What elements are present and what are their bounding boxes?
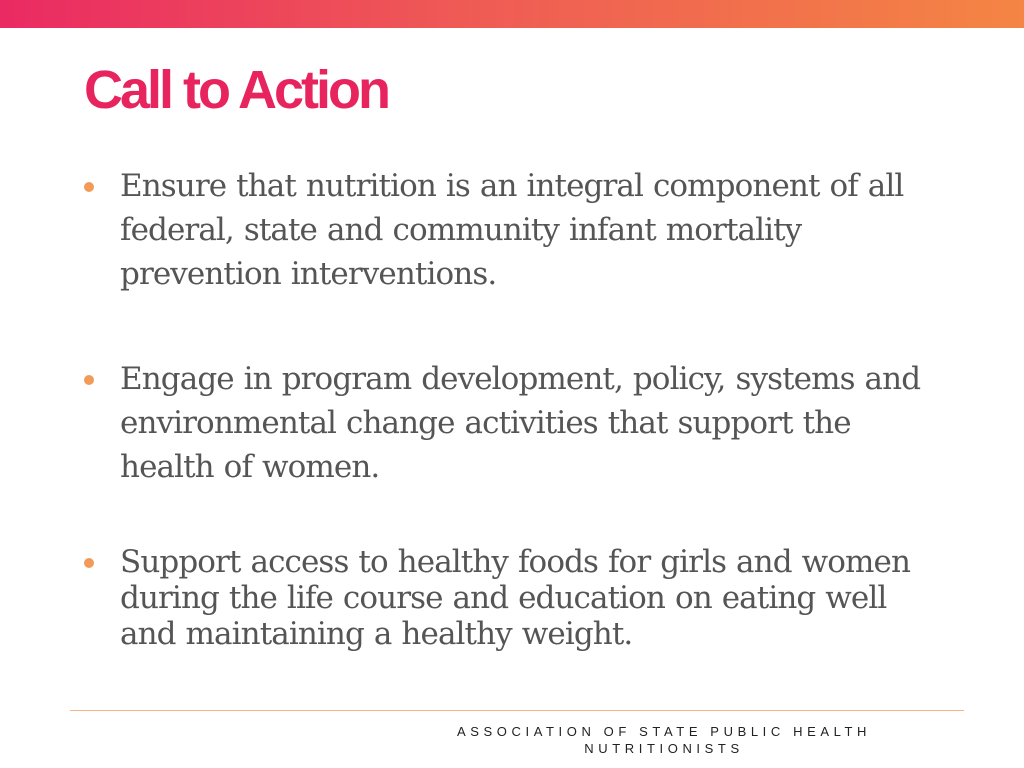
bullet-dot-icon	[84, 375, 94, 385]
slide-title: Call to Action	[84, 60, 388, 120]
footer-divider	[70, 710, 964, 711]
bullet-text: Ensure that nutrition is an integral component of all federal, state and community infant mortality prevention interventions.	[120, 168, 904, 292]
bullet-text: Support access to healthy foods for girls and women during the life course and education on eating well and maintaining a healthy weight.	[120, 544, 911, 652]
bullet-item	[120, 544, 940, 652]
footer-line-1: ASSOCIATION OF STATE PUBLIC HEALTH	[456, 724, 872, 739]
bullet-dot-icon	[84, 182, 94, 192]
bullet-item	[120, 357, 940, 489]
bullet-item	[120, 164, 940, 296]
bullet-dot-icon	[84, 558, 94, 568]
footer-line-2: NUTRITIONISTS	[584, 741, 744, 756]
bullet-text: Engage in program development, policy, systems and environmental change activities that support the health of women.	[120, 361, 921, 485]
footer-organization	[440, 723, 888, 757]
